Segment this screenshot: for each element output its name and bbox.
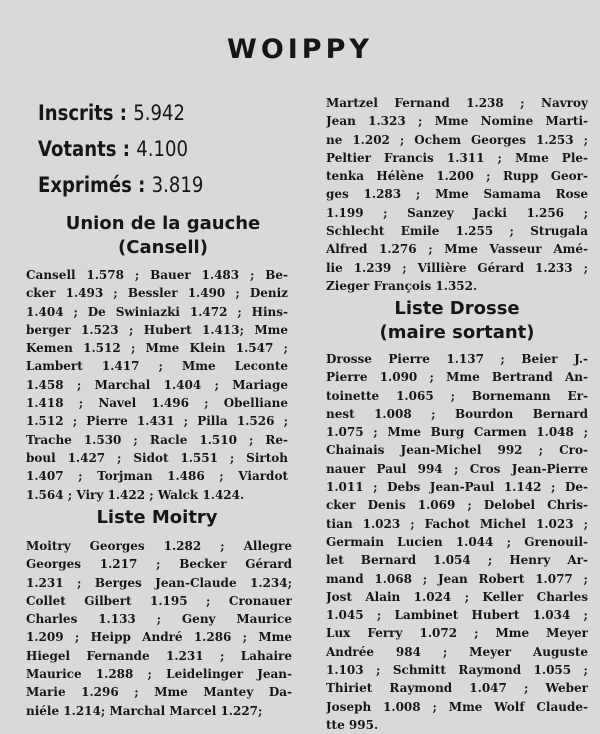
text-line: Drosse Pierre 1.137 ; Beier J.- — [326, 352, 588, 366]
text-line: Moitry Georges 1.282 ; Allegre — [26, 539, 292, 553]
text-line: tte 995. — [326, 717, 379, 732]
moitry-heading: Liste Moitry — [96, 507, 218, 528]
moitry-candidate-list-continued — [326, 94, 588, 295]
text-line: Martzel Fernand 1.238 ; Navroy — [326, 96, 588, 110]
text-line: let Bernard 1.054 ; Henry Ar- — [326, 553, 588, 568]
text-line: Pierre 1.090 ; Mme Bertrand An- — [326, 370, 588, 385]
text-line: Schlecht Emile 1.255 ; Strugala — [326, 224, 588, 239]
text-line: toinette 1.065 ; Bornemann Er- — [326, 388, 588, 403]
moitry-candidate-list — [26, 537, 292, 720]
text-line: Andrée 984 ; Meyer Auguste — [326, 644, 588, 659]
text-line: nauer Paul 994 ; Cros Jean-Pierre — [326, 461, 588, 476]
text-line: Jean 1.323 ; Mme Nomine Marti- — [326, 114, 588, 129]
text-line: boul 1.427 ; Sidot 1.551 ; Sirtoh — [26, 450, 288, 465]
text-line: 1.045 ; Lambinet Hubert 1.034 ; — [326, 608, 588, 623]
vote-stats — [38, 95, 230, 203]
text-line: 1.209 ; Heipp André 1.286 ; Mme — [26, 630, 292, 645]
text-line: Alfred 1.276 ; Mme Vasseur Amé- — [326, 242, 588, 257]
text-line: 1.564 ; Viry 1.422 ; Walck 1.424. — [26, 487, 245, 502]
text-line: niéle 1.214; Marchal Marcel 1.227; — [26, 703, 263, 718]
text-line: Maurice 1.288 ; Leidelinger Jean- — [26, 667, 292, 682]
text-line: Thiriet Raymond 1.047 ; Weber — [326, 681, 588, 696]
union-candidate-list — [26, 266, 288, 504]
text-line: Joseph 1.008 ; Mme Wolf Claude- — [326, 699, 588, 714]
union-heading-line2: (Cansell) — [118, 237, 208, 258]
drosse-heading-line2: (maire sortant) — [379, 322, 535, 343]
text-line: Cansell 1.578 ; Bauer 1.483 ; Be- — [26, 268, 288, 282]
text-line: tian 1.023 ; Fachot Michel 1.023 ; — [326, 516, 588, 531]
text-line: Jost Alain 1.024 ; Keller Charles — [326, 589, 588, 604]
text-line: Zieger François 1.352. — [326, 278, 478, 293]
text-line: 1.075 ; Mme Burg Carmen 1.048 ; — [326, 425, 588, 440]
text-line: Lux Ferry 1.072 ; Mme Meyer — [326, 626, 588, 641]
stat-inscrits-value: 5.942 — [133, 101, 186, 125]
text-line: Germain Lucien 1.044 ; Grenouil- — [326, 534, 588, 549]
stat-inscrits-label: Inscrits : — [38, 101, 128, 125]
text-line: mand 1.068 ; Jean Robert 1.077 ; — [326, 571, 588, 586]
stat-exprimes-value: 3.819 — [151, 173, 204, 197]
drosse-heading-line1: Liste Drosse — [394, 298, 520, 319]
text-line: lie 1.239 ; Villière Gérard 1.233 ; — [326, 260, 588, 275]
text-line: 1.011 ; Debs Jean-Paul 1.142 ; De- — [326, 480, 588, 495]
text-line: Peltier Francis 1.311 ; Mme Ple- — [326, 150, 588, 165]
drosse-heading — [326, 297, 588, 345]
text-line: 1.103 ; Schmitt Raymond 1.055 ; — [326, 663, 588, 678]
text-line: Charles 1.133 ; Geny Maurice — [26, 612, 292, 627]
text-line: 1.404 ; De Swiniazki 1.472 ; Hins- — [26, 304, 288, 319]
union-heading-line1: Union de la gauche — [65, 213, 261, 234]
text-line: 1.418 ; Navel 1.496 ; Obelliane — [26, 396, 288, 411]
text-line: cker 1.493 ; Bessler 1.490 ; Deniz — [26, 286, 288, 301]
text-line: tenka Hélène 1.200 ; Rupp Geor- — [326, 169, 588, 184]
text-line: 1.458 ; Marchal 1.404 ; Mariage — [26, 377, 288, 392]
stat-votants-value: 4.100 — [136, 137, 188, 161]
text-line: cker Denis 1.069 ; Delobel Chris- — [326, 498, 588, 513]
stat-exprimes-label: Exprimés : — [38, 173, 146, 197]
text-line: Chainais Jean-Michel 992 ; Cro- — [326, 443, 588, 458]
text-line: nest 1.008 ; Bourdon Bernard — [326, 406, 588, 421]
text-line: ges 1.283 ; Mme Samama Rose — [326, 187, 588, 202]
text-line: 1.407 ; Torjman 1.486 ; Viardot — [26, 469, 288, 484]
text-line: Hiegel Fernande 1.231 ; Lahaire — [26, 648, 292, 663]
stat-votants — [38, 131, 203, 167]
text-line: 1.199 ; Sanzey Jacki 1.256 ; — [326, 205, 588, 220]
drosse-candidate-list — [326, 350, 588, 734]
stat-inscrits — [38, 95, 203, 131]
page-title: WOIPPY — [227, 34, 373, 65]
text-line: Kemen 1.512 ; Mme Klein 1.547 ; — [26, 341, 288, 356]
text-line: ne 1.202 ; Ochem Georges 1.253 ; — [326, 132, 588, 147]
text-line: 1.512 ; Pierre 1.431 ; Pilla 1.526 ; — [26, 414, 288, 429]
stat-exprimes — [38, 167, 203, 203]
union-heading — [38, 212, 288, 260]
text-line: Marie 1.296 ; Mme Mantey Da- — [26, 685, 292, 700]
text-line: Lambert 1.417 ; Mme Leconte — [26, 359, 288, 374]
text-line: Collet Gilbert 1.195 ; Cronauer — [26, 593, 292, 608]
text-line: Trache 1.530 ; Racle 1.510 ; Re- — [26, 432, 288, 447]
stat-votants-label: Votants : — [38, 137, 130, 161]
text-line: berger 1.523 ; Hubert 1.413; Mme — [26, 322, 288, 337]
text-line: 1.231 ; Berges Jean-Claude 1.234; — [26, 575, 292, 590]
text-line: Georges 1.217 ; Becker Gérard — [26, 557, 292, 572]
